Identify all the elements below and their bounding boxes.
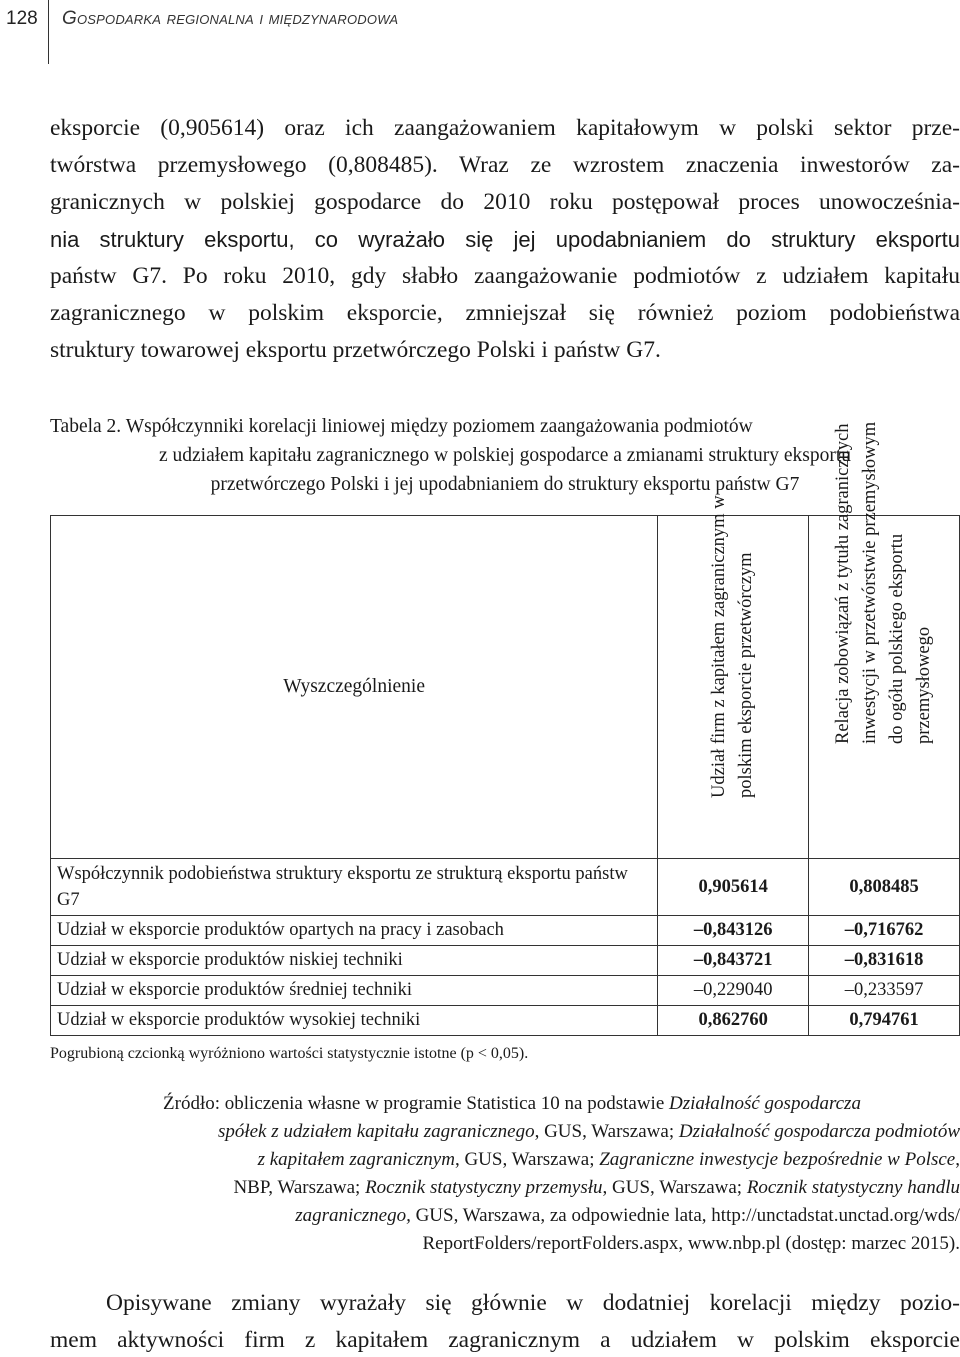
row-label: Udział w eksporcie produktów niskiej techniki xyxy=(51,946,658,976)
value-cell: –0,843126 xyxy=(658,916,809,946)
text-line: twórstwa przemysłowego (0,808485). Wraz ze wzrostem znaczenia inwestorów za- xyxy=(50,152,960,178)
value-cell: 0,862760 xyxy=(658,1006,809,1036)
text-line: eksporcie (0,905614) oraz ich zaangażowaniem kapitałowym w polski sektor prze- xyxy=(50,115,960,141)
source-text: , GUS, Warszawa; xyxy=(534,1121,679,1142)
value-cell: –0,229040 xyxy=(658,976,809,1006)
table-header-row xyxy=(51,516,960,859)
col-header-2-text: Relacja zobowiązań z tytułu zagranicznych inwestycji w przetwórstwie przemysłowym do ogółu polskiego eksportu przemysłowego xyxy=(833,421,935,744)
text-line: struktury towarowej eksportu przetwórczego Polski i państw G7. xyxy=(50,337,661,363)
source-text: GUS, Warszawa, za odpowiednie lata, http://unctadstat.unctad.org/wds/ xyxy=(410,1205,960,1226)
source-line: ReportFolders/reportFolders.aspx, www.nbp.pl (dostęp: marzec 2015). xyxy=(422,1233,960,1254)
body-paragraph-2 xyxy=(50,1285,960,1357)
text-line: mem aktywności firm z kapitałem zagranicznym a udziałem w polskim eksporcie xyxy=(50,1327,960,1353)
row-label: Współczynnik podobieństwa struktury eksportu ze strukturą eksportu państw G7 xyxy=(51,859,658,916)
source-line xyxy=(64,1118,960,1146)
body-paragraph-1 xyxy=(50,110,960,369)
row-label: Udział w eksporcie produktów wysokiej techniki xyxy=(51,1006,658,1036)
text-line: granicznych w polskiej gospodarce do 2010 roku postępował proces unowocześnia- xyxy=(50,189,960,215)
source-title: Działalność gospodarcza xyxy=(669,1093,861,1114)
source-text: Źródło: obliczenia własne w programie Statistica 10 na podstawie xyxy=(163,1093,670,1114)
col-header-1-text: Udział firm z kapitałem zagranicznym w polskim eksporcie przetwórczym xyxy=(709,495,757,798)
source-text: , GUS, Warszawa; xyxy=(454,1149,600,1170)
source-note xyxy=(64,1090,960,1258)
caption-line: Tabela 2. Współczynniki korelacji liniowej między poziomem zaangażowania podmiotów xyxy=(50,416,753,437)
value-cell: 0,808485 xyxy=(809,859,960,916)
value-cell: 0,905614 xyxy=(658,859,809,916)
source-line xyxy=(64,1174,960,1202)
table-row xyxy=(51,976,960,1006)
row-label: Udział w eksporcie produktów opartych na pracy i zasobach xyxy=(51,916,658,946)
source-title: Rocznik statystyczny handlu xyxy=(746,1177,960,1198)
value-cell: 0,794761 xyxy=(809,1006,960,1036)
text-line: zagranicznego w polskim eksporcie, zmniejszał się również poziom podobieństwa xyxy=(50,300,960,326)
source-line xyxy=(64,1202,960,1230)
source-title: spółek z udziałem kapitału zagranicznego xyxy=(217,1121,535,1142)
text-line: Opisywane zmiany wyrażały się głównie w dodatniej korelacji między pozio- xyxy=(106,1290,960,1316)
source-text: , GUS, Warszawa; xyxy=(602,1177,747,1198)
table-row xyxy=(51,859,960,916)
source-title: zagranicznego, xyxy=(295,1205,411,1226)
table-row xyxy=(51,946,960,976)
source-text: , xyxy=(955,1149,960,1170)
source-line xyxy=(64,1090,960,1118)
source-title: Zagraniczne inwestycje bezpośrednie w Polsce xyxy=(599,1149,956,1170)
table-row xyxy=(51,916,960,946)
col-header-2 xyxy=(809,421,960,859)
header-divider xyxy=(48,0,49,64)
source-title: Rocznik statystyczny przemysłu xyxy=(365,1177,603,1198)
table-caption xyxy=(50,412,960,499)
source-line xyxy=(64,1146,960,1174)
source-text: NBP, Warszawa; xyxy=(233,1177,366,1198)
value-cell: –0,831618 xyxy=(809,946,960,976)
caption-line: przetwórczego Polski i jej upodabnianiem do struktury eksportu państw G7 xyxy=(210,474,800,495)
value-cell: –0,233597 xyxy=(809,976,960,1006)
col-header-1 xyxy=(658,495,809,859)
source-title: Działalność gospodarcza podmiotów xyxy=(678,1121,960,1142)
text-line: państw G7. Po roku 2010, gdy słabło zaangażowanie podmiotów z udziałem kapitału xyxy=(50,263,960,289)
page-header xyxy=(0,0,960,64)
col-header-main: Wyszczególnienie xyxy=(51,516,658,859)
table-row xyxy=(51,1006,960,1036)
value-cell: –0,843721 xyxy=(658,946,809,976)
row-label: Udział w eksporcie produktów średniej techniki xyxy=(51,976,658,1006)
source-title: z kapitałem zagranicznym xyxy=(257,1149,455,1170)
table-note: Pogrubioną czcionką wyróżniono wartości statystycznie istotne (p < 0,05). xyxy=(50,1045,529,1062)
running-head: Gospodarka regionalna i międzynarodowa xyxy=(62,8,399,29)
page-number: 128 xyxy=(6,8,38,29)
text-line: nia struktury eksportu, co wyrażało się jej upodabnianiem do struktury eksportu xyxy=(50,227,960,252)
caption-line: z udziałem kapitału zagranicznego w polskiej gospodarce a zmianami struktury eksportu xyxy=(158,445,851,466)
value-cell: –0,716762 xyxy=(809,916,960,946)
